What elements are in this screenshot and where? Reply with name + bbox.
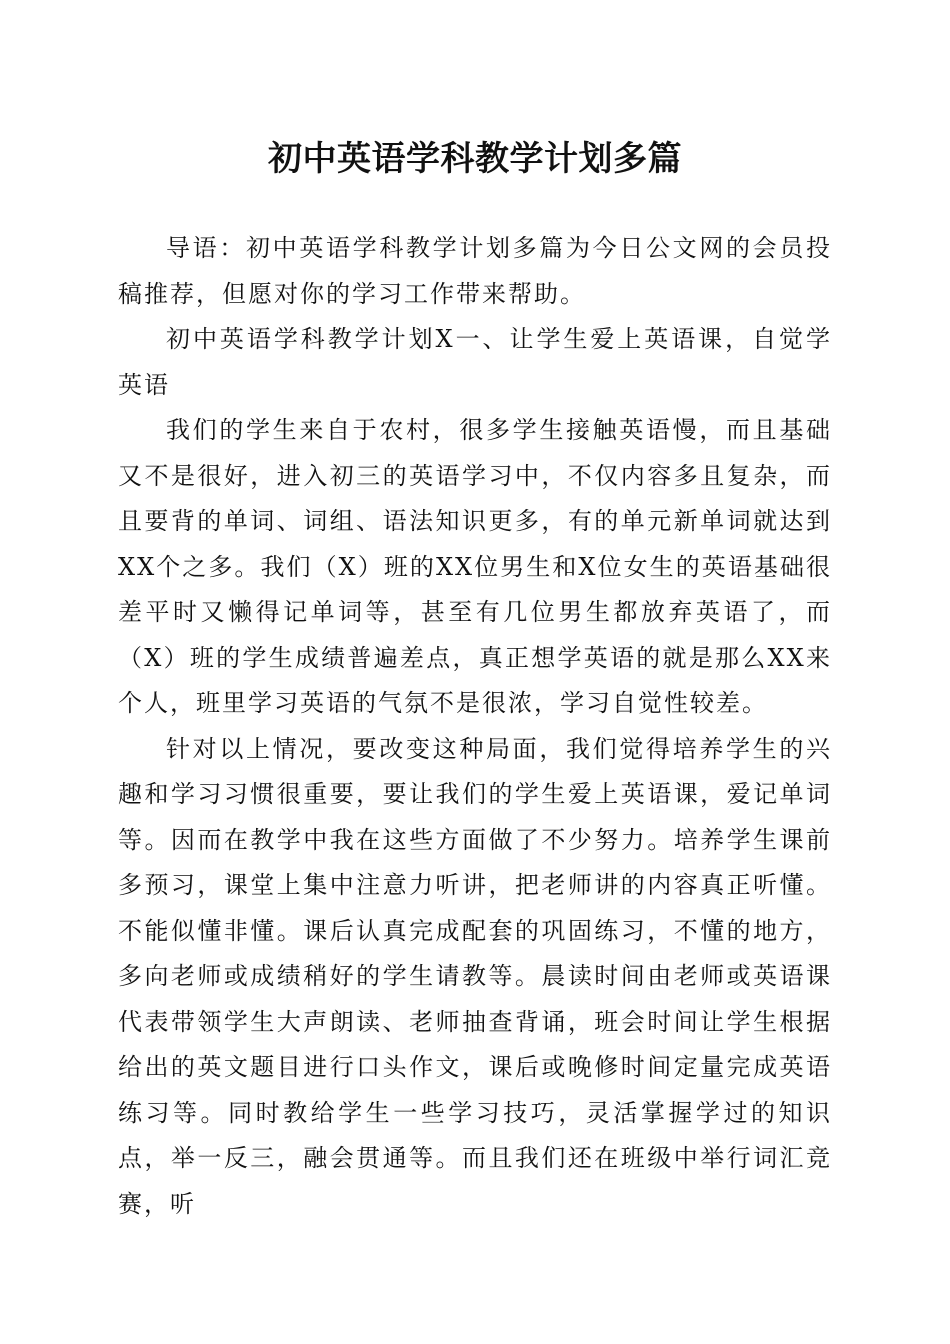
paragraph-teaching-measures: 针对以上情况，要改变这种局面，我们觉得培养学生的兴趣和学习习惯很重要，要让我们的学生爱上英语课，爱记单词等。因而在教学中我在这些方面做了不少努力。培养学生课前多预习，课堂上集中注意力听讲，把老师讲的内容真正听懂。不能似懂非懂。课后认真完成配套的巩固练习，不懂的地方，多向老师或成绩稍好的学生请教等。晨读时间由老师或英语课代表带领学生大声朗读、老师抽查背诵，班会时间让学生根据给出的英文题目进行口头作文，课后或晚修时间定量完成英语练习等。同时教给学生一些学习技巧，灵活掌握学过的知识点，举一反三，融会贯通等。而且我们还在班级中举行词汇竞赛，听 xyxy=(118,734,832,1218)
document-body xyxy=(118,226,832,1227)
paragraph-section-heading: 初中英语学科教学计划X一、让学生爱上英语课，自觉学英语 xyxy=(118,325,832,399)
paragraph-student-situation: 我们的学生来自于农村，很多学生接触英语慢，而且基础又不是很好，进入初三的英语学习中，不仅内容多且复杂，而且要背的单词、词组、语法知识更多，有的单元新单词就达到XX个之多。我们（X）班的XX位男生和X位女生的英语基础很差平时又懒得记单词等，甚至有几位男生都放弃英语了，而（X）班的学生成绩普遍差点，真正想学英语的就是那么XX来个人，班里学习英语的气氛不是很浓，学习自觉性较差。 xyxy=(118,416,832,717)
paragraph-intro: 导语：初中英语学科教学计划多篇为今日公文网的会员投稿推荐，但愿对你的学习工作带来帮助。 xyxy=(118,234,832,308)
document-title: 初中英语学科教学计划多篇 xyxy=(268,139,682,179)
